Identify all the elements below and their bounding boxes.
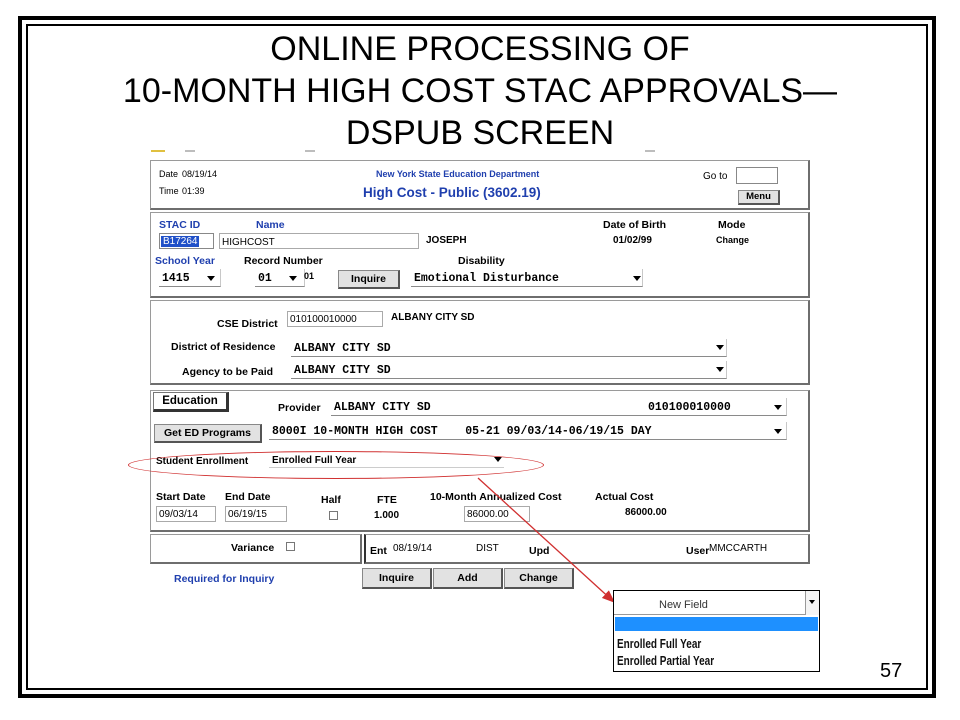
- slide-title-line-3: DSPUB SCREEN: [345, 114, 615, 152]
- agency-name: New York State Education Department: [376, 169, 540, 179]
- time-value: 01:39: [182, 186, 205, 196]
- menu-button[interactable]: Menu: [738, 190, 780, 205]
- inquire-button[interactable]: Inquire: [362, 568, 432, 589]
- new-field-dropdown-callout: [613, 590, 820, 672]
- first-name-value: JOSEPH: [426, 235, 467, 246]
- time-label: Time: [159, 186, 179, 196]
- disability-label: Disability: [458, 255, 505, 267]
- stac-id-label: STAC ID: [159, 219, 201, 231]
- end-date-value: 06/19/15: [228, 509, 267, 520]
- provider-label: Provider: [278, 402, 321, 414]
- last-name-value: HIGHCOST: [222, 237, 275, 248]
- student-enrollment-value: Enrolled Full Year: [272, 455, 357, 466]
- stac-id-value: B17264: [163, 236, 198, 247]
- provider-code: 010100010000: [648, 401, 731, 414]
- variance-label: Variance: [231, 542, 275, 554]
- get-ed-programs-button[interactable]: Get ED Programs: [154, 424, 262, 443]
- date-value: 08/19/14: [182, 169, 218, 179]
- annualized-cost-label: 10-Month Annualized Cost: [430, 491, 562, 503]
- residence-value: ALBANY CITY SD: [294, 342, 391, 355]
- new-field-label: New Field: [659, 599, 708, 611]
- mode-value: Change: [716, 235, 750, 245]
- fte-value: 1.000: [374, 510, 400, 521]
- agency-paid-value: ALBANY CITY SD: [294, 364, 391, 377]
- education-tab-button[interactable]: Education: [153, 392, 229, 412]
- slide-title-line-2: 10-MONTH HIGH COST STAC APPROVALS—: [122, 72, 838, 110]
- dob-value: 01/02/99: [613, 235, 652, 246]
- dob-label: Date of Birth: [603, 219, 666, 231]
- start-date-label: Start Date: [156, 491, 206, 503]
- add-button[interactable]: Add: [433, 568, 503, 589]
- start-date-value: 09/03/14: [159, 509, 198, 520]
- option-enrolled-full-year[interactable]: Enrolled Full Year: [617, 637, 702, 651]
- mode-label: Mode: [718, 219, 746, 231]
- option-enrolled-partial-year[interactable]: Enrolled Partial Year: [617, 654, 715, 668]
- upd-label: Upd: [529, 545, 550, 557]
- actual-cost-value: 86000.00: [625, 507, 667, 518]
- goto-label: Go to: [703, 171, 728, 182]
- ent-date: 08/19/14: [393, 543, 432, 554]
- cse-district-label: CSE District: [217, 318, 278, 330]
- chevron-down-icon: [809, 600, 815, 604]
- half-label: Half: [321, 494, 341, 506]
- cse-district-name: ALBANY CITY SD: [391, 312, 475, 323]
- inquire-record-button[interactable]: Inquire: [338, 270, 400, 289]
- student-enrollment-label: Student Enrollment: [156, 456, 249, 467]
- disability-value: Emotional Disturbance: [414, 272, 559, 285]
- new-field-dropdown[interactable]: [614, 591, 819, 615]
- actual-cost-label: Actual Cost: [595, 491, 654, 503]
- school-year-label: School Year: [155, 255, 215, 267]
- dropdown-selected-blank-option[interactable]: [615, 617, 818, 631]
- page-number: 57: [880, 660, 903, 682]
- provider-name: ALBANY CITY SD: [334, 401, 431, 414]
- user-value: MMCCARTH: [709, 543, 768, 554]
- name-label: Name: [256, 219, 285, 231]
- date-label: Date: [159, 169, 179, 179]
- user-label: User: [686, 545, 710, 557]
- annualized-cost-value: 86000.00: [467, 509, 509, 520]
- cse-district-code: 010100010000: [290, 314, 357, 325]
- ent-user: DIST: [476, 543, 499, 554]
- change-button[interactable]: Change: [504, 568, 574, 589]
- dropdown-button[interactable]: [805, 591, 819, 615]
- slide-title-line-1: ONLINE PROCESSING OF: [270, 30, 690, 68]
- agency-paid-label: Agency to be Paid: [182, 366, 274, 378]
- school-year-value: 1415: [162, 272, 190, 285]
- required-note: Required for Inquiry: [174, 573, 275, 585]
- program-value: 8000I 10-MONTH HIGH COST 05-21 09/03/14-06/19/15 DAY: [272, 425, 652, 438]
- record-number-label: Record Number: [244, 255, 323, 267]
- ent-label: Ent: [370, 545, 387, 557]
- screen-title: High Cost - Public (3602.19): [363, 185, 541, 200]
- end-date-label: End Date: [225, 491, 271, 503]
- record-number-select-value: 01: [258, 272, 272, 285]
- residence-label: District of Residence: [171, 341, 276, 353]
- fte-label: FTE: [377, 494, 397, 506]
- record-number-value: 01: [304, 271, 315, 281]
